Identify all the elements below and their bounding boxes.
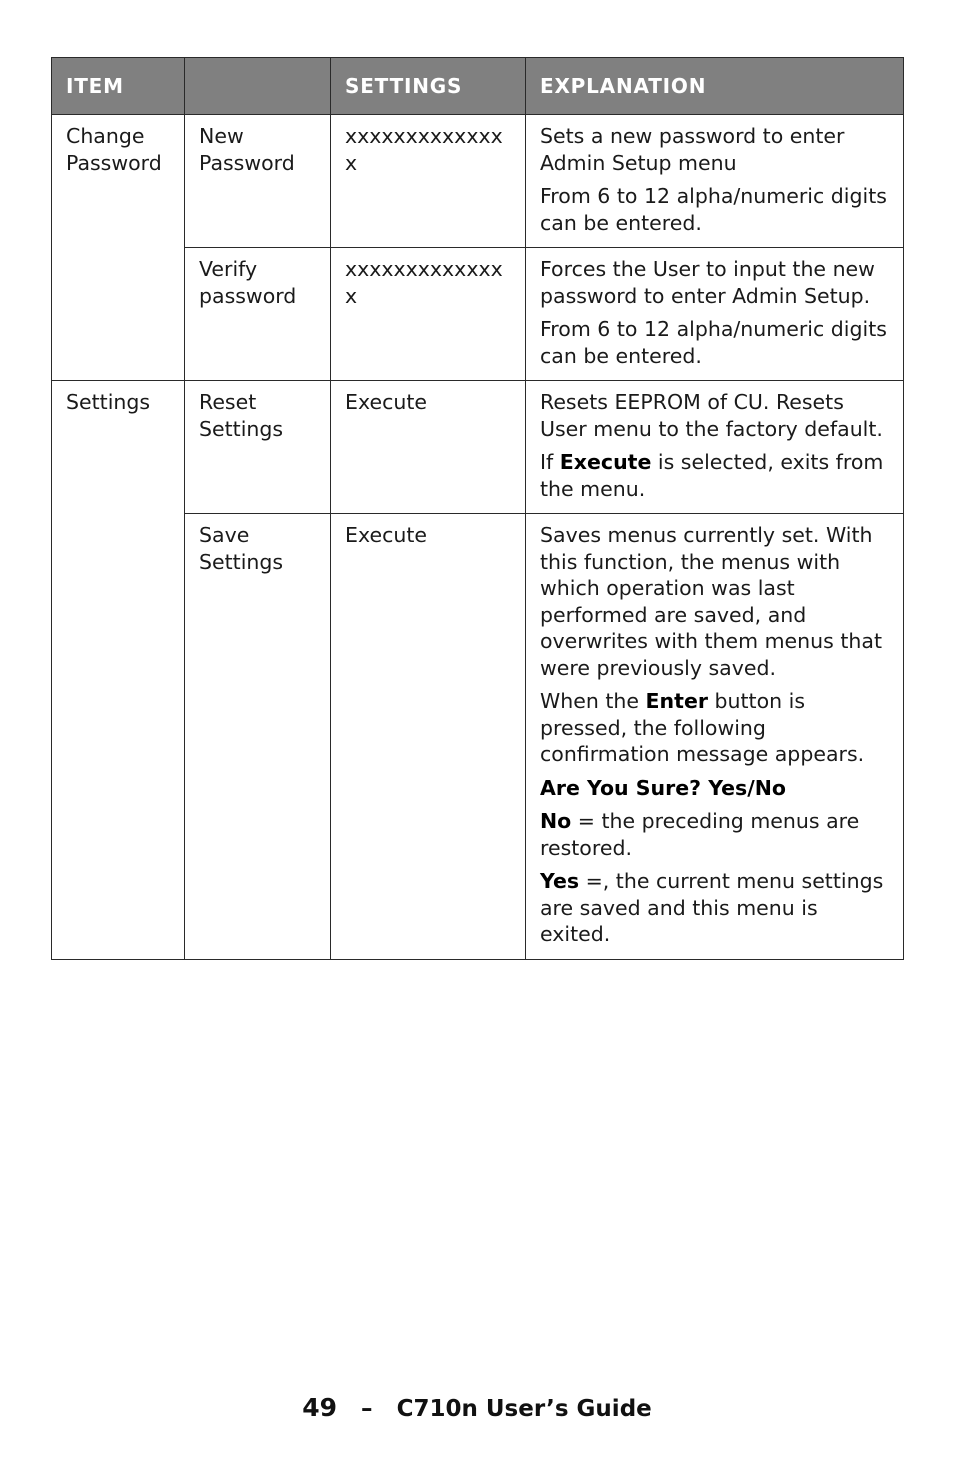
explanation-text: From 6 to 12 alpha/numeric digits can be entered.: [540, 317, 887, 368]
explanation-text: [540, 868, 889, 948]
bold-term: No: [540, 809, 572, 833]
explanation-text: Forces the User to input the new password to enter Admin Setup.: [540, 257, 875, 308]
bold-term: Are You Sure? Yes/No: [540, 775, 786, 800]
explanation-text: Saves menus currently set. With this function, the menus with which operation was last performed are saved, and overwrites with them menus that were previously saved.: [540, 523, 882, 680]
table-header: [52, 58, 904, 115]
bold-term: Execute: [559, 450, 652, 474]
bold-term: Yes: [540, 869, 580, 893]
explanation-cell: [526, 248, 904, 381]
explanation-cell: [526, 115, 904, 248]
explanation-text: [540, 449, 889, 502]
text-run: = the preceding menus are restored.: [540, 809, 860, 860]
item-cell: Change Password: [52, 115, 185, 381]
text-run: If: [540, 450, 560, 474]
setting-cell: Execute: [331, 514, 526, 960]
admin-menu-table: [51, 57, 904, 960]
guide-title: C710n User’s Guide: [396, 1396, 652, 1422]
footer-separator: –: [361, 1396, 373, 1422]
text-run: When the: [540, 689, 646, 713]
subitem-cell: Reset Settings: [185, 381, 331, 514]
page-number: 49: [302, 1393, 338, 1422]
page-footer: [0, 1393, 954, 1422]
explanation-text: Sets a new password to enter Admin Setup menu: [540, 124, 845, 175]
explanation-cell: [526, 514, 904, 960]
table-row: [52, 381, 904, 514]
subitem-cell: Save Settings: [185, 514, 331, 960]
text-run: =, the current menu settings are saved and this menu is exited.: [540, 869, 884, 946]
explanation-text: Resets EEPROM of CU. Resets User menu to the factory default.: [540, 390, 883, 441]
text-run: is selected, exits from the menu.: [540, 450, 884, 501]
explanation-text: From 6 to 12 alpha/numeric digits can be entered.: [540, 184, 887, 235]
bold-term: Enter: [645, 689, 708, 713]
subitem-cell: New Password: [185, 115, 331, 248]
header-settings: SETTINGS: [331, 58, 526, 115]
subitem-cell: Verify password: [185, 248, 331, 381]
table-row: [52, 115, 904, 248]
explanation-text: [540, 688, 889, 768]
item-cell: Settings: [52, 381, 185, 960]
text-run: button is pressed, the following confirmation message appears.: [540, 689, 865, 766]
setting-cell: xxxxxxxxxxxxxx: [331, 115, 526, 248]
header-item: ITEM: [52, 58, 185, 115]
header-explanation: EXPLANATION: [526, 58, 904, 115]
explanation-cell: [526, 381, 904, 514]
header-row: [52, 58, 904, 115]
explanation-text: [540, 775, 889, 802]
explanation-text: [540, 808, 889, 861]
table-body: [52, 115, 904, 960]
setting-cell: Execute: [331, 381, 526, 514]
header-subitem: [185, 58, 331, 115]
setting-cell: xxxxxxxxxxxxxx: [331, 248, 526, 381]
